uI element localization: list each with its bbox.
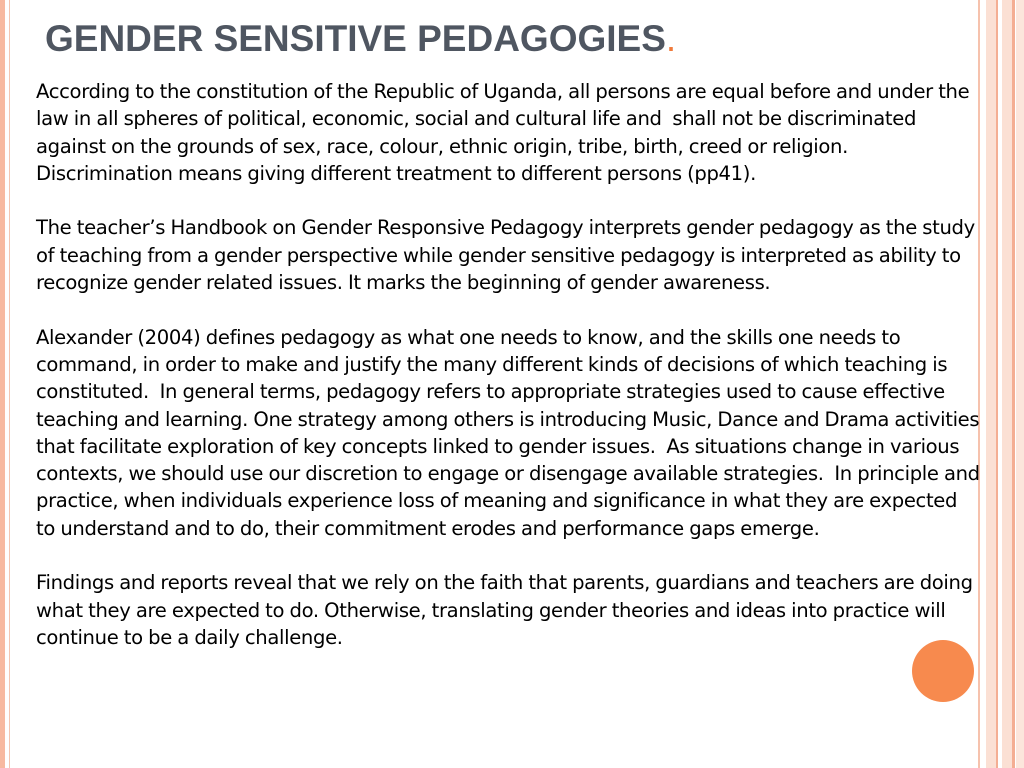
orange-circle-decoration	[912, 640, 974, 702]
paragraph-alexander: Alexander (2004) defines pedagogy as what one needs to know, and the skills one needs to command, in order to make and justify the many different kinds of decisions of which teaching is constituted. In general terms, pedagogy refers to appropriate strategies used to cause effective teaching and learning. One strategy among others is introducing Music, Dance and Drama activities that facilitate exploration of key concepts linked to gender issues. As situations change in various contexts, we should use our discretion to engage or disengage available strategies. In principle and practice, when individuals experience loss of meaning and significance in what they are expected to understand and to do, their commitment erodes and performance gaps emerge.	[36, 325, 986, 540]
decor-stripe	[1012, 0, 1015, 768]
slide-title-text: GENDER SENSITIVE PEDAGOGIES	[45, 18, 666, 59]
paragraph-findings: Findings and reports reveal that we rely on the faith that parents, guardians and teachers are doing what they are expected to do. Otherwise, translating gender theories and ideas into practice will continue to be a daily challenge.	[36, 571, 979, 649]
paragraph-gap	[36, 542, 981, 569]
paragraph-gap	[36, 296, 981, 323]
left-border-line	[9, 0, 10, 768]
slide-title	[45, 18, 676, 60]
left-border-stripe	[0, 0, 5, 768]
decor-stripe	[1016, 0, 1024, 768]
paragraph-handbook: The teacher’s Handbook on Gender Responsive Pedagogy interprets gender pedagogy as the study of teaching from a gender perspective while gender sensitive pedagogy is interpreted as ability to recognize gender related issues. It marks the beginning of gender awareness.	[36, 216, 981, 295]
decor-stripe	[996, 0, 998, 768]
paragraph-gap	[36, 187, 981, 214]
slide-body	[36, 78, 986, 651]
decor-stripe	[1002, 0, 1012, 768]
right-decorative-stripes	[978, 0, 1024, 768]
paragraph-discrimination: Discrimination means giving different treatment to different persons (pp41).	[36, 161, 756, 185]
paragraph-constitution: According to the constitution of the Republic of Uganda, all persons are equal before and under the law in all spheres of political, economic, social and cultural life and shall not be discriminated against on the grounds of sex, race, colour, ethnic origin, tribe, birth, creed or religion.	[36, 80, 975, 158]
slide-title-dot: .	[665, 18, 677, 59]
decor-stripe	[986, 0, 996, 768]
